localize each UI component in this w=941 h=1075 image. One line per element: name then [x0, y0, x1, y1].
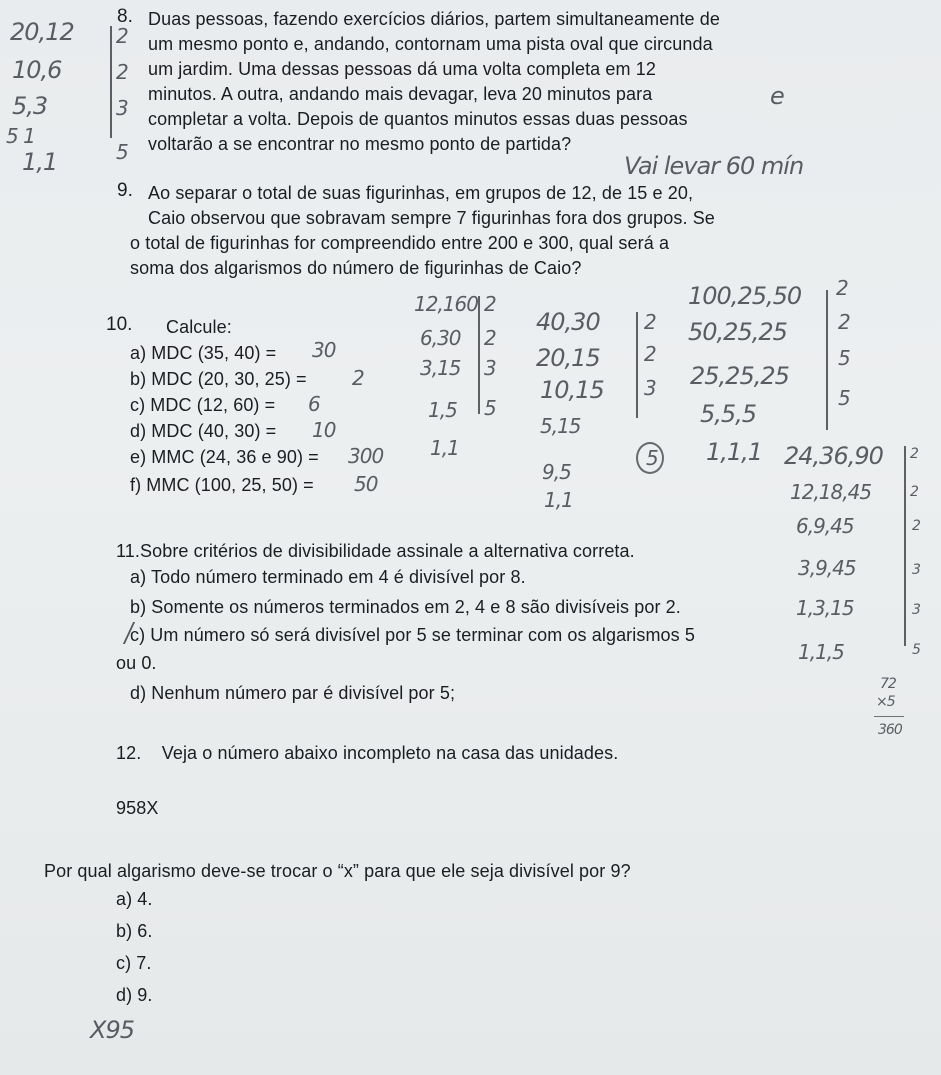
handwritten-col1-factor-2: 2 [484, 326, 496, 350]
q12-title [116, 742, 618, 764]
handwritten-q10-answer-a: 30 [312, 338, 336, 362]
handwritten-product-3: 360 [878, 722, 902, 738]
q12-option-c: c) 7. [116, 953, 152, 973]
handwritten-col2-factor-2: 2 [644, 342, 656, 366]
handwritten-q8-answer: Vai levar 60 mín [624, 152, 804, 180]
handwritten-q8-factorization-1: 20,12 [10, 18, 74, 46]
q8-line-1: Duas pessoas, fazendo exercícios diários, partem simultaneamente de [148, 9, 720, 29]
handwritten-q10-answer-e: 300 [348, 444, 384, 468]
handwritten-col4-divider [904, 446, 906, 646]
handwritten-col2-factor-3: 3 [644, 376, 656, 400]
handwritten-misc-1: 9,5 [542, 460, 571, 484]
handwritten-col1-divider [478, 296, 480, 414]
q10-number: 10. [106, 314, 133, 335]
handwritten-col3-row-5: 1,1,1 [706, 438, 763, 466]
handwritten-col3-row-4: 5,5,5 [700, 400, 757, 428]
q11-title [116, 540, 635, 562]
handwritten-q8-factor-2: 2 [116, 60, 128, 84]
handwritten-col3-row-1: 100,25,50 [688, 282, 802, 310]
handwritten-col4-row-1: 24,36,90 [784, 442, 883, 470]
handwritten-col4-factor-6: 5 [912, 642, 920, 658]
q11-option-b: b) Somente os números terminados em 2, 4 e 8 são divisíveis por 2. [130, 597, 681, 617]
handwritten-col2-circle [636, 442, 664, 474]
handwritten-q8-factor-3: 3 [116, 96, 128, 120]
handwritten-col3-factor-3: 5 [838, 346, 850, 370]
handwritten-q8-factor-1: 2 [116, 24, 128, 48]
handwritten-col4-row-5: 1,3,15 [796, 596, 854, 620]
handwritten-col3-row-3: 25,25,25 [690, 362, 789, 390]
handwritten-col4-factor-4: 3 [912, 562, 920, 578]
q9-line-1: Ao separar o total de suas figurinhas, em grupos de 12, de 15 e 20, [148, 183, 694, 203]
handwritten-q8-divider [110, 26, 112, 138]
handwritten-q8-factorization-2: 10,6 [12, 56, 62, 84]
handwritten-col1-row-3: 3,15 [420, 356, 461, 380]
handwritten-product-1: 72 [880, 676, 896, 692]
q8-line-5: completar a volta. Depois de quantos minutos essas duas pessoas [148, 109, 688, 129]
handwritten-col2-row-2: 20,15 [536, 344, 600, 372]
handwritten-col1-row-5: 1,1 [430, 436, 459, 460]
q11-option-a: a) Todo número terminado em 4 é divisível por 8. [130, 567, 526, 587]
q10-item-f: f) MMC (100, 25, 50) = [130, 475, 314, 495]
q8-line-3: um jardim. Uma dessas pessoas dá uma volta completa em 12 [148, 59, 656, 79]
q9-line-2: Caio observou que sobravam sempre 7 figurinhas fora dos grupos. Se [148, 208, 715, 228]
handwritten-q8-factorization-5: 1,1 [22, 148, 58, 176]
q8-line-6: voltarão a se encontrar no mesmo ponto de partida? [148, 134, 572, 154]
handwritten-col2-row-3: 10,15 [540, 376, 604, 404]
handwritten-q12-answer: X95 [90, 1016, 134, 1044]
q11-number: 11. [116, 541, 140, 561]
q9-line-4: soma dos algarismos do número de figurinhas de Caio? [130, 258, 582, 278]
handwritten-q8-factor-4: 5 [116, 140, 128, 164]
handwritten-col4-row-6: 1,1,5 [798, 640, 844, 664]
q9-number: 9. [117, 180, 133, 201]
handwritten-col1-factor-4: 5 [484, 396, 496, 420]
handwritten-col4-factor-3: 2 [912, 518, 920, 534]
handwritten-col4-factor-2: 2 [910, 484, 918, 500]
handwritten-col1-row-1: 12,160 [414, 292, 478, 316]
q10-title: Calcule: [166, 317, 232, 337]
handwritten-col2-row-1: 40,30 [536, 308, 600, 336]
handwritten-product-line [874, 716, 904, 717]
handwritten-col1-row-2: 6,30 [420, 326, 461, 350]
handwritten-col4-factor-5: 3 [912, 602, 920, 618]
q12-option-d: d) 9. [116, 985, 153, 1005]
handwritten-col3-factor-1: 2 [836, 276, 848, 300]
handwritten-q8-e: e [770, 82, 784, 110]
handwritten-col1-factor-1: 2 [484, 292, 496, 316]
q8-number: 8. [117, 6, 133, 27]
handwritten-col1-factor-3: 3 [484, 356, 496, 380]
q10-item-e: e) MMC (24, 36 e 90) = [130, 447, 319, 467]
q10-item-b: b) MDC (20, 30, 25) = [130, 369, 307, 389]
handwritten-col2-factor-1: 2 [644, 310, 656, 334]
q10-item-a: a) MDC (35, 40) = [130, 343, 277, 363]
q12-option-a: a) 4. [116, 889, 153, 909]
q9-line-3: o total de figurinhas for compreendido entre 200 e 300, qual será a [130, 233, 670, 253]
q8-line-2: um mesmo ponto e, andando, contornam uma pista oval que circunda [148, 34, 713, 54]
q12-question: Por qual algarismo deve-se trocar o “x” para que ele seja divisível por 9? [44, 861, 631, 881]
q12-number: 12. [116, 743, 142, 763]
q11-option-c-cont: ou 0. [116, 653, 157, 673]
handwritten-col2-factor-4: 5 [646, 446, 658, 470]
handwritten-q10-answer-b: 2 [352, 366, 364, 390]
q10-item-d: d) MDC (40, 30) = [130, 421, 277, 441]
handwritten-q8-factorization-3: 5,3 [12, 92, 48, 120]
handwritten-product-2: ×5 [876, 694, 895, 710]
handwritten-col4-row-3: 6,9,45 [796, 514, 854, 538]
handwritten-col3-divider [826, 290, 828, 430]
handwritten-col3-factor-4: 5 [838, 386, 850, 410]
q12-option-b: b) 6. [116, 921, 153, 941]
handwritten-q10-answer-c: 6 [308, 392, 320, 416]
handwritten-col2-row-5: 1,1 [544, 488, 573, 512]
handwritten-col2-divider [636, 312, 638, 418]
handwritten-q10-answer-d: 10 [312, 418, 336, 442]
handwritten-col1-row-4: 1,5 [428, 398, 457, 422]
q11-option-d: d) Nenhum número par é divisível por 5; [130, 683, 456, 703]
handwritten-q8-factorization-4: 5 1 [6, 124, 35, 148]
handwritten-q10-answer-f: 50 [354, 472, 378, 496]
handwritten-col4-row-4: 3,9,45 [798, 556, 856, 580]
q11-option-c: c) Um número só será divisível por 5 se terminar com os algarismos 5 [130, 625, 695, 645]
q12-incomplete-number: 958X [116, 798, 159, 818]
handwritten-col4-factor-1: 2 [910, 446, 918, 462]
q8-line-4: minutos. A outra, andando mais devagar, leva 20 minutos para [148, 84, 653, 104]
q10-item-c: c) MDC (12, 60) = [130, 395, 276, 415]
handwritten-col3-row-2: 50,25,25 [688, 318, 787, 346]
q12-title-text: Veja o número abaixo incompleto na casa das unidades. [161, 743, 619, 763]
q11-title-text: Sobre critérios de divisibilidade assinale a alternativa correta. [140, 541, 635, 561]
handwritten-col3-factor-2: 2 [838, 310, 850, 334]
handwritten-col2-row-4: 5,15 [540, 414, 581, 438]
handwritten-col4-row-2: 12,18,45 [790, 480, 872, 504]
